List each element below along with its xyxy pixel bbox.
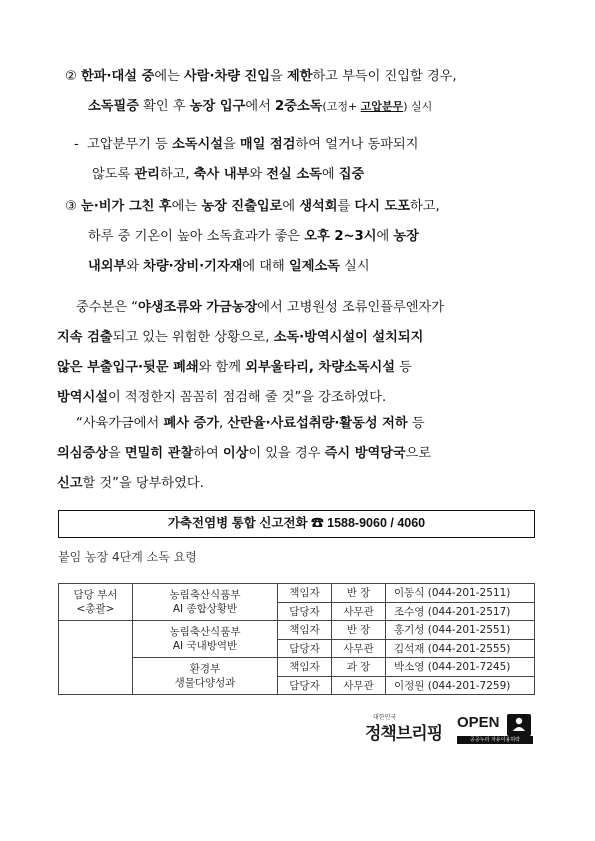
item-3-line-3: 내외부와 차량·장비·기자재에 대해 일제소독 실시	[88, 259, 370, 274]
hotline-box	[58, 510, 535, 538]
paragraph-2-line-3: 신고할 것”을 당부하였다.	[57, 476, 204, 491]
item-2-bullet-line-2: 않도록 관리하고, 축사 내부와 전실 소독에 집중	[92, 167, 365, 182]
contact-cell: 이정원 (044-201-7259)	[386, 676, 535, 695]
item-2-line-2: 소독필증 확인 후 농장 입구에서 2중소독(고정+ 고압분무) 실시	[88, 99, 433, 114]
role-cell: 책임자	[278, 658, 332, 677]
title-cell: 사무관	[332, 639, 386, 658]
paragraph-2-line-1: “사육가금에서 폐사 증가, 산란율·사료섭취량·활동성 저하 등	[76, 416, 425, 431]
hotline-label: 가축전염병 통합 신고전화	[167, 516, 308, 530]
lead-dept-cell: 담당 부서 <총괄>	[59, 584, 133, 621]
kogl-open-logo: OPEN 공공누리 자유이용허락	[457, 714, 533, 744]
contact-cell: 김석재 (044-201-2555)	[386, 639, 535, 658]
table-row	[59, 584, 535, 603]
role-cell: 담당자	[278, 602, 332, 621]
title-cell: 반 장	[332, 621, 386, 640]
item-3-line-1: ③ 눈·비가 그친 후에는 농장 진출입로에 생석회를 다시 도포하고,	[65, 199, 440, 214]
title-cell: 반 장	[332, 584, 386, 603]
role-cell: 책임자	[278, 621, 332, 640]
attachment-note: 붙임 농장 4단계 소독 요령	[58, 550, 197, 564]
contact-cell: 홍기성 (044-201-2551)	[386, 621, 535, 640]
title-cell: 사무관	[332, 602, 386, 621]
dept-cell: 농림축산식품부 AI 종합상황반	[133, 584, 278, 621]
kogl-person-icon	[507, 714, 531, 736]
table-row	[59, 621, 535, 640]
paragraph-1-line-3: 않은 부출입구·뒷문 폐쇄와 함께 외부울타리, 차량소독시설 등	[57, 360, 412, 375]
paragraph-1-line-4: 방역시설이 적정한지 꼼꼼히 점검해 줄 것”을 강조하였다.	[57, 390, 387, 405]
dept-cell: 환경부 생물다양성과	[133, 658, 278, 695]
paragraph-1-line-2: 지속 검출되고 있는 위험한 상황으로, 소독·방역시설이 설치되지	[57, 330, 424, 345]
contact-cell: 박소영 (044-201-7245)	[386, 658, 535, 677]
contact-cell: 이동식 (044-201-2511)	[386, 584, 535, 603]
role-cell: 책임자	[278, 584, 332, 603]
contacts-table	[58, 583, 535, 695]
item-2-bullet-line-1: - 고압분무기 등 소독시설을 매일 점검하여 얼거나 동파되지	[74, 137, 419, 152]
policy-briefing-logo: 대한민국 정책브리핑	[365, 714, 443, 744]
item-3-line-2: 하루 중 기온이 높아 소독효과가 좋은 오후 2~3시에 농장	[88, 229, 419, 244]
empty-lead-cell	[59, 621, 133, 695]
title-cell: 사무관	[332, 676, 386, 695]
role-cell: 담당자	[278, 639, 332, 658]
contact-cell: 조수영 (044-201-2517)	[386, 602, 535, 621]
item-2-line-1: ② 한파·대설 중에는 사람·차량 진입을 제한하고 부득이 진입할 경우,	[65, 69, 457, 84]
title-cell: 과 장	[332, 658, 386, 677]
paragraph-1-line-1: 중수본은 “야생조류와 가금농장에서 고병원성 조류인플루엔자가	[76, 300, 444, 315]
role-cell: 담당자	[278, 676, 332, 695]
hotline-number: 1588-9060 / 4060	[327, 516, 426, 530]
dept-cell: 농림축산식품부 AI 국내방역반	[133, 621, 278, 658]
paragraph-2-line-2: 의심증상을 면밀히 관찰하여 이상이 있을 경우 즉시 방역당국으로	[57, 446, 432, 461]
footer-logos	[365, 712, 535, 746]
phone-icon: ☎	[311, 516, 324, 530]
